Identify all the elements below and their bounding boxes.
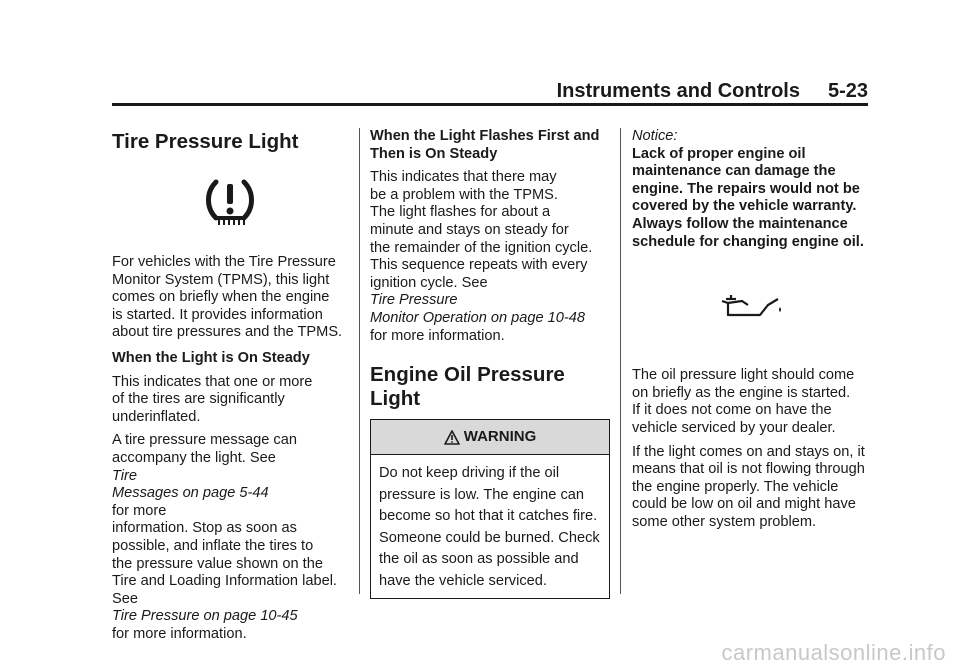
column-2 bbox=[370, 128, 610, 599]
oil-light-paragraph-1 bbox=[632, 367, 872, 437]
text-line: Always follow the maintenance bbox=[632, 215, 848, 232]
text-run: ignition cycle. See bbox=[370, 274, 488, 291]
column-1 bbox=[112, 128, 348, 649]
text-line: of the tires are significantly bbox=[112, 391, 285, 408]
text-line: minute and stays on steady for bbox=[370, 221, 569, 238]
text-line: possible, and inflate the tires to bbox=[112, 537, 314, 554]
text-line bbox=[112, 450, 348, 485]
warning-label: WARNING bbox=[463, 428, 537, 446]
column-3 bbox=[632, 128, 872, 538]
text-line: For vehicles with the Tire Pressure bbox=[112, 254, 336, 270]
warning-box bbox=[370, 419, 610, 599]
text-line: Then is On Steady bbox=[370, 145, 498, 162]
header-rule bbox=[112, 103, 868, 106]
text-line: schedule for changing engine oil. bbox=[632, 233, 864, 250]
text-run: for more bbox=[112, 502, 167, 519]
header-title: Instruments and Controls bbox=[556, 80, 800, 102]
text-line: on briefly as the engine is started. bbox=[632, 384, 851, 401]
flashes-paragraph bbox=[370, 169, 610, 345]
column-divider bbox=[620, 128, 621, 594]
tire-messages-link[interactable]: Tire bbox=[112, 467, 138, 484]
text-line: for more information. bbox=[112, 625, 247, 642]
page-header bbox=[112, 70, 868, 106]
warning-header bbox=[371, 420, 609, 455]
text-line: This indicates that one or more bbox=[112, 373, 313, 390]
oil-can-icon bbox=[720, 291, 784, 319]
text-line: some other system problem. bbox=[632, 513, 817, 530]
text-line: underinflated. bbox=[112, 408, 201, 425]
column-divider bbox=[359, 128, 360, 594]
text-line: This indicates that there may bbox=[370, 169, 557, 186]
text-line bbox=[632, 128, 872, 163]
text-line: means that oil is not flowing through bbox=[632, 461, 865, 478]
text-line: is started. It provides information bbox=[112, 306, 323, 323]
text-line: This sequence repeats with every bbox=[370, 257, 588, 274]
text-run: See bbox=[112, 590, 138, 607]
tpms-intro-paragraph bbox=[112, 254, 348, 342]
text-line: the remainder of the ignition cycle. bbox=[370, 239, 593, 256]
text-line: be a problem with the TPMS. bbox=[370, 186, 558, 203]
header-text bbox=[557, 80, 868, 103]
warning-triangle-icon bbox=[444, 430, 460, 445]
tire-pressure-link[interactable]: Tire Pressure on page 10-45 bbox=[112, 608, 298, 625]
tire-pressure-warning-icon bbox=[204, 178, 256, 228]
notice-label: Notice: bbox=[632, 128, 678, 144]
text-line bbox=[112, 591, 348, 626]
text-line bbox=[370, 275, 610, 310]
text-line: The light flashes for about a bbox=[370, 204, 551, 221]
text-line: become so hot that it catches fire. bbox=[379, 508, 598, 525]
watermark: carmanualsonline.info bbox=[721, 640, 946, 665]
text-line: A tire pressure message can bbox=[112, 432, 297, 449]
text-run: accompany the light. See bbox=[112, 449, 276, 466]
subheading-on-steady: When the Light is On Steady bbox=[112, 349, 310, 366]
text-line: Do not keep driving if the oil bbox=[379, 465, 560, 482]
text-line: the engine properly. The vehicle bbox=[632, 478, 839, 495]
notice-paragraph bbox=[632, 128, 872, 251]
text-line: Tire and Loading Information label. bbox=[112, 573, 337, 590]
text-line: Someone could be burned. Check bbox=[379, 529, 600, 546]
text-line: pressure is low. The engine can bbox=[379, 486, 584, 503]
text-line: covered by the vehicle warranty. bbox=[632, 198, 857, 215]
warning-body bbox=[371, 455, 609, 598]
section-heading-oil-pressure: Engine Oil Pressure Light bbox=[370, 363, 565, 411]
text-run: Lack of proper engine oil bbox=[632, 145, 806, 162]
subheading-flashes bbox=[370, 128, 610, 163]
text-line: If it does not come on have the bbox=[632, 402, 832, 419]
text-line: comes on briefly when the engine bbox=[112, 289, 330, 306]
tpms-operation-link[interactable]: Tire Pressure bbox=[370, 292, 458, 309]
text-line: information. Stop as soon as bbox=[112, 520, 297, 537]
text-line: vehicle serviced by your dealer. bbox=[632, 419, 836, 436]
tire-pressure-icon-wrap bbox=[112, 178, 348, 228]
page-number: 5-23 bbox=[827, 80, 868, 102]
text-line: Monitor System (TPMS), this light bbox=[112, 271, 330, 288]
text-line: for more information. bbox=[370, 327, 505, 344]
text-line: maintenance can damage the bbox=[632, 163, 836, 180]
text-line: about tire pressures and the TPMS. bbox=[112, 324, 343, 341]
section-heading-tire-pressure: Tire Pressure Light bbox=[112, 130, 299, 153]
text-line: When the Light Flashes First and bbox=[370, 128, 600, 144]
text-line: If the light comes on and stays on, it bbox=[632, 443, 865, 460]
text-line: have the vehicle serviced. bbox=[379, 572, 547, 589]
oil-light-paragraph-2 bbox=[632, 444, 872, 532]
oil-icon-wrap bbox=[632, 291, 872, 319]
text-line: the pressure value shown on the bbox=[112, 555, 323, 572]
text-line: could be low on oil and might have bbox=[632, 496, 856, 513]
text-line: engine. The repairs would not be bbox=[632, 180, 860, 197]
tire-messages-link[interactable]: Messages on page 5-44 bbox=[112, 485, 269, 502]
text-line bbox=[112, 485, 348, 520]
on-steady-paragraph bbox=[112, 374, 348, 427]
tire-message-paragraph bbox=[112, 432, 348, 643]
text-line: the oil as soon as possible and bbox=[379, 551, 579, 568]
tpms-operation-link[interactable]: Monitor Operation on page 10-48 bbox=[370, 309, 585, 326]
text-line: The oil pressure light should come bbox=[632, 367, 855, 384]
